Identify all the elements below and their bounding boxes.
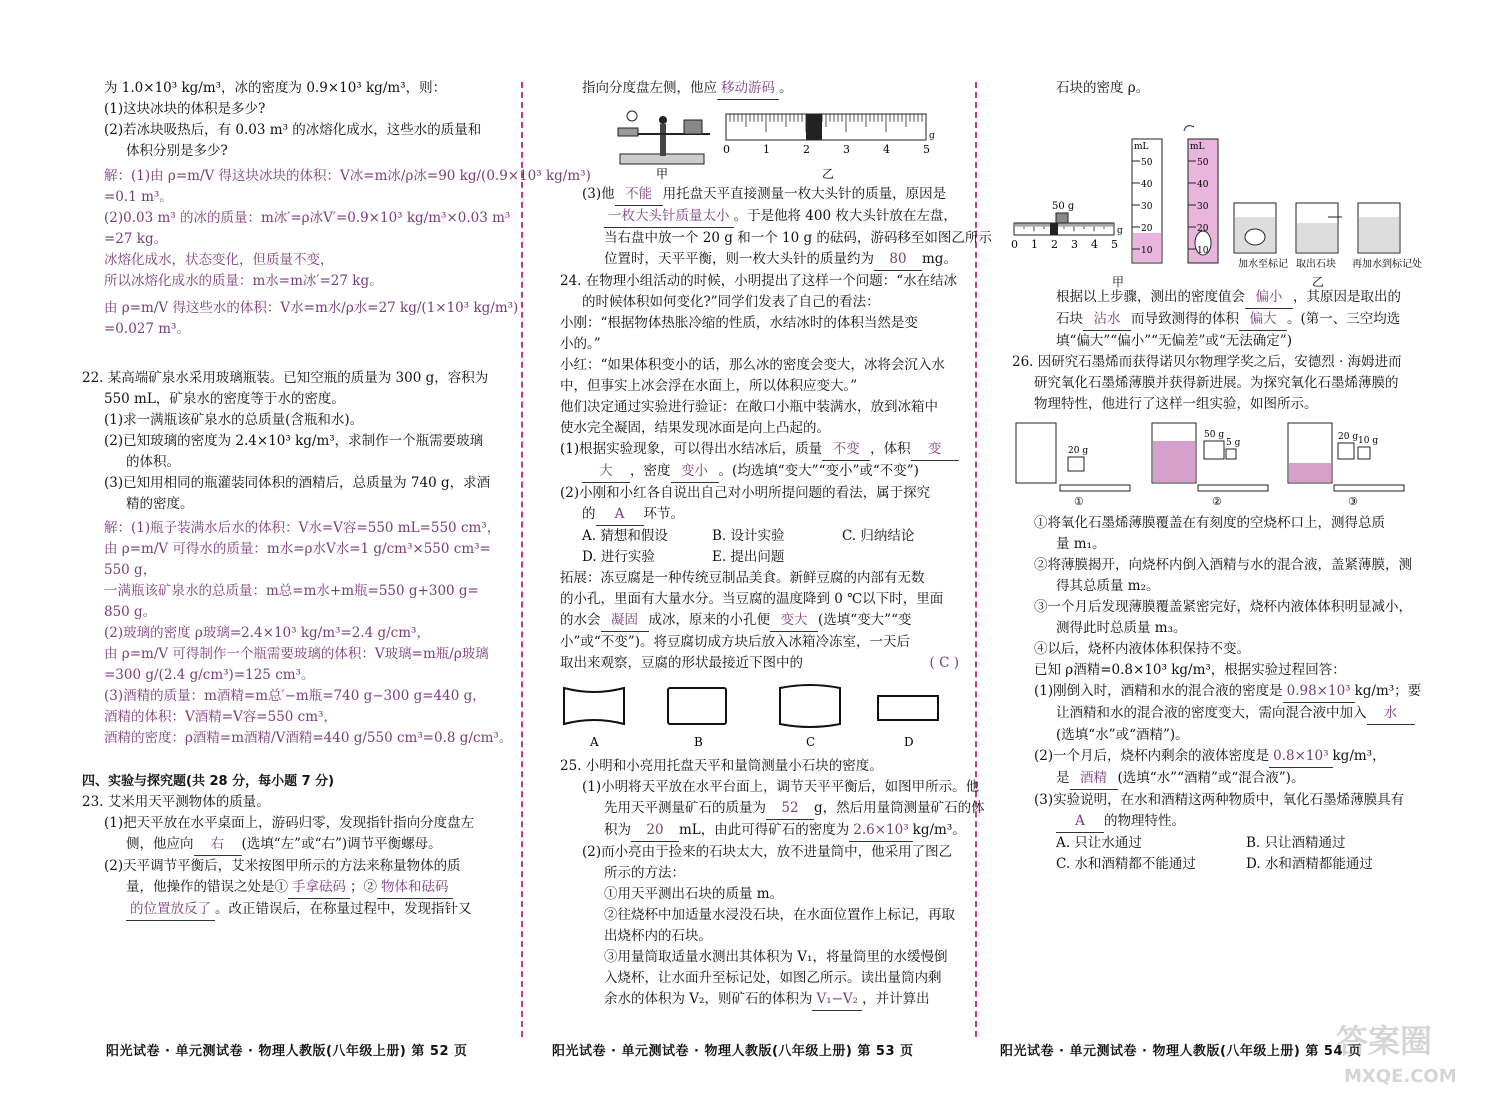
column-page-54 [1012, 78, 1432, 875]
text-line: (3)已知用相同的瓶灌装同体积的酒精后，总质量为 740 g，求酒 [104, 475, 491, 491]
text: 石块 [1056, 311, 1083, 327]
text: 。改正错误后，在称量过程中，发现指针又 [215, 901, 472, 917]
cylinder-tick-label: 10 [1197, 246, 1209, 256]
text-line: (3)实验说明，在水和酒精这两种物质中，氧化石墨烯薄膜具有 [1034, 792, 1405, 808]
scale-tick-label: 2 [803, 143, 810, 156]
text-line [560, 504, 965, 526]
scale-tick-label: 4 [1091, 238, 1098, 251]
section-heading: 四、实验与探究题(共 28 分，每小题 7 分) [82, 774, 335, 789]
text-line: ②往烧杯中加适量水浸没石块，在水面位置作上标记，再取 [604, 907, 955, 923]
text-line: (选填“水”或“酒精”)。 [1056, 727, 1189, 743]
answer-blank: 变小 [671, 461, 719, 483]
text-line [560, 820, 965, 842]
text-line: (1)小明将天平放在水平台面上，调节天平平衡后，如图甲所示。他 [582, 779, 980, 795]
text: g，然后用量筒测量矿石的体 [814, 800, 985, 816]
answer-blank: 52 [766, 798, 814, 820]
text: (选填“变大”“变 [818, 612, 912, 628]
options-row [560, 547, 965, 568]
text-line: 的体积。 [126, 454, 180, 470]
shape-label: C [806, 735, 816, 749]
answer-blank: 不变 [822, 439, 870, 461]
figure-label-yi: 乙 [822, 167, 835, 181]
question-26: 26. 因研究石墨烯而获得诺贝尔物理学奖之后，安德烈 · 海姆进而 [1012, 354, 1402, 370]
text-line: (1)求一满瓶该矿泉水的总质量(含瓶和水)。 [104, 412, 364, 428]
text: 而导致测得的体积 [1131, 311, 1239, 327]
balance-icon [618, 111, 710, 164]
text-line: (1)把天平放在水平桌面上，游码归零，发现指针指向分度盘左 [104, 815, 475, 831]
text: 让酒精和水的混合液的密度变大，需向混合液中加入 [1056, 705, 1367, 721]
text-line: (2)天平调节平衡后，艾米按图甲所示的方法来称量物体的质 [104, 858, 461, 874]
answer-blank: 的位置放反了 [126, 899, 215, 921]
text-line [560, 206, 965, 228]
answer-line: =300 g/(2.4 g/cm³)=125 cm³。 [104, 667, 315, 683]
text-line [560, 989, 965, 1011]
scale-tick-label: 1 [763, 143, 770, 156]
beaker-icon [1016, 423, 1130, 491]
scale-tick-label: 3 [1071, 238, 1078, 251]
text: 根据以上步骤，测出的密度值会 [1056, 289, 1245, 305]
text-line: 已知 ρ酒精=0.8×10³ kg/m³，根据实验过程回答： [1034, 662, 1346, 678]
text-line: ①将氧化石墨烯薄膜覆盖在有刻度的空烧杯口上，测得总质 [1034, 515, 1385, 531]
beaker-label: 取出石块 [1296, 259, 1336, 270]
text: 。 [779, 80, 793, 96]
option: E. 提出问题 [712, 549, 785, 565]
answer-line: =0.027 m³。 [104, 321, 190, 337]
text: (3)他 [582, 186, 615, 202]
watermark-text: 答案圈 [1336, 1022, 1433, 1060]
option: B. 设计实验 [712, 528, 785, 544]
text: 积为 [604, 822, 631, 838]
text: (选填“水”“酒精”或“混合液”)。 [1117, 770, 1305, 786]
answer-line: 由 ρ=m/V 可得制作一个瓶需要玻璃的体积：V玻璃=m瓶/ρ玻璃 [104, 646, 489, 662]
answer-blank: 凝固 [601, 610, 649, 632]
column-divider-right [975, 82, 977, 1037]
option: D. 进行实验 [582, 549, 655, 565]
column-page-53 [560, 78, 992, 1011]
text-line [560, 798, 985, 820]
text-line: 小刚：“根据物体热胀冷缩的性质，水结冰时的体积当然是变 [560, 315, 918, 331]
text-line: 550 mL，矿泉水的密度等于水的密度。 [104, 391, 345, 407]
beaker-icon [1296, 203, 1342, 253]
scale-unit: g [1117, 226, 1123, 236]
text-line: 中，但事实上冰会浮在水面上，所以体积应变大。” [560, 378, 858, 394]
text: ；② [350, 879, 377, 895]
text-line: 他们决定通过实验进行验证：在敞口小瓶中装满水，放到冰箱中 [560, 399, 938, 415]
text-line: 的时候体积如何变化?”同学们发表了自己的看法： [582, 294, 880, 310]
text-line [560, 184, 965, 206]
text-line: 研究氧化石墨烯薄膜并获得新进展。为探究氧化石墨烯薄膜的 [1034, 375, 1399, 391]
text-line [82, 877, 512, 899]
text: ，其原因是取出的 [1293, 289, 1401, 305]
figure-number: ③ [1348, 495, 1358, 508]
cylinder-tick-label: 50 [1197, 158, 1209, 168]
answer-blank: 右 [194, 834, 242, 856]
text-line [560, 653, 965, 674]
answer-line: 解：(1)瓶子装满水后水的体积：V水=V容=550 mL=550 cm³， [104, 520, 501, 536]
text-line: ②将薄膜揭开，向烧杯内倒入酒精与水的混合液，盖紧薄膜，测 [1034, 557, 1412, 573]
text-line: ④以后，烧杯内液体体积保持不变。 [1034, 641, 1250, 657]
text-line [82, 834, 512, 856]
text-line: 使水完全凝固，结果发现冰面是向上凸起的。 [560, 420, 830, 436]
figure-label-jia: 甲 [1112, 275, 1125, 289]
slider-rider [1050, 223, 1058, 235]
scale-tick-label: 4 [883, 143, 890, 156]
question-25: 25. 小明和小亮用托盘天平和量筒测量小石块的密度。 [560, 758, 883, 774]
answer-line: 由 ρ=m/V 可得水的质量：m水=ρ水V水=1 g/cm³×550 cm³= [104, 541, 491, 557]
answer-line: 解：(1)由 ρ=m/V 得这块冰块的体积：V冰=m冰/ρ冰=90 kg/(0.9×10³ kg/m³) [104, 168, 591, 184]
text: 是 [1056, 770, 1070, 786]
text-line: ③用量筒取适量水测出其体积为 V₁，将量筒里的水缓慢倒 [604, 949, 948, 965]
text: kg/m³。 [912, 822, 966, 838]
scale-tick-label: 3 [843, 143, 850, 156]
scale-tick-label: 5 [923, 143, 930, 156]
answer-line: (2)0.03 m³ 的冰的质量：m冰′=ρ冰V′=0.9×10³ kg/m³×0.03 m³ [104, 210, 511, 226]
text: 侧，他应向 [126, 836, 194, 852]
graduated-cylinder-icon [1184, 126, 1218, 263]
text: 。(均选填“变大”“变小”或“不变”) [718, 463, 919, 479]
text-line: 量 m₁。 [1056, 536, 1106, 552]
text-line: (2)已知玻璃的密度为 2.4×10³ kg/m³，求制作一个瓶需要玻璃 [104, 433, 484, 449]
answer-blank: 移动游码 [717, 78, 779, 100]
answer-line: 一满瓶该矿泉水的总质量：m总=m水+m瓶=550 g+300 g= [104, 583, 479, 599]
figure-number: ① [1074, 495, 1084, 508]
figure-label-jia: 甲 [656, 167, 669, 181]
answer-line: (3)酒精的质量：m酒精=m总′−m瓶=740 g−300 g=440 g， [104, 688, 486, 704]
cylinder-tick-label: 50 [1141, 158, 1153, 168]
text: 的物理特性。 [1104, 813, 1185, 829]
cylinder-tick-label: 20 [1197, 224, 1209, 234]
slider-rider [806, 114, 822, 140]
watermark-url: MXQE.COM [1344, 1066, 1457, 1087]
answer-blank: 偏大 [1239, 309, 1287, 331]
answer-blank: 0.8×10³ [1269, 746, 1332, 768]
text-line [560, 439, 965, 461]
cylinder-unit: mL [1190, 142, 1205, 152]
answer-blank: 2.6×10³ [849, 820, 912, 842]
answer-blank: 酒精 [1070, 768, 1118, 790]
text: (1)根据实验现象，可以得出水结冰后，质量 [560, 441, 823, 457]
option: A. 猜想和假设 [582, 528, 668, 544]
text-line [1012, 681, 1432, 703]
text: 的 [582, 506, 596, 522]
cylinder-tick-label: 40 [1141, 180, 1153, 190]
text: 的水会 [560, 612, 601, 628]
text-line [1012, 287, 1432, 309]
text-line [560, 249, 965, 271]
mass-label: 50 g [1052, 201, 1075, 212]
shape-label: B [694, 735, 703, 749]
text-line: 的小孔，里面有大量水分。当豆腐的温度降到 0 ℃以下时，里面 [560, 591, 944, 607]
option: B. 只让酒精通过 [1246, 835, 1346, 851]
option: D. 水和酒精都能通过 [1246, 856, 1373, 872]
option: C. 归纳结论 [842, 528, 915, 544]
slide-scale-icon [1011, 223, 1123, 251]
options-row [1012, 854, 1432, 875]
answer-blank: 一枚大头针质量太小 [604, 206, 734, 228]
answer-blank: 手拿砝码 [288, 877, 350, 899]
text: mg。 [922, 251, 957, 267]
text-line: 得其总质量 m₂。 [1056, 578, 1160, 594]
text-line: 石块的密度 ρ。 [1056, 80, 1150, 96]
text: 余水的体积为 V₂，则矿石的体积为 [604, 991, 813, 1007]
cylinder-tick-label: 20 [1141, 224, 1153, 234]
answer-line: 850 g。 [104, 604, 157, 620]
text: (选填“左”或“右”)调节平衡螺母。 [241, 836, 442, 852]
beaker-icon [1358, 203, 1400, 253]
text-line: ①用天平测出石块的质量 m。 [604, 886, 784, 902]
text-line: (1)这块冰块的体积是多少? [104, 101, 266, 117]
text-line [1012, 746, 1432, 768]
shape-label: D [904, 735, 914, 749]
answer-line: =27 kg。 [104, 231, 168, 247]
answer-blank: 变 [911, 439, 959, 461]
option: A. 只让水通过 [1056, 835, 1142, 851]
text: ，并计算出 [862, 991, 930, 1007]
shape-label: A [590, 735, 599, 749]
page-footer-53: 阳光试卷 · 单元测试卷 · 物理人教版(八年级上册) 第 53 页 [552, 1044, 914, 1059]
text-line [1012, 768, 1432, 790]
cylinder-tick-label: 30 [1141, 202, 1153, 212]
text: 取出来观察，豆腐的形状最接近下图中的 [560, 655, 803, 671]
answer-line: 所以冰熔化成水的质量：m水=m冰′=27 kg。 [104, 273, 383, 289]
text: 。于是他将 400 枚大头针放在左盘， [733, 208, 957, 224]
text-line: 小”或“不变”)。将豆腐切成方块后放入冰箱冷冻室，一天后 [560, 634, 910, 650]
options-row [1012, 833, 1432, 854]
scale-tick-label: 0 [1011, 238, 1018, 251]
answer-blank: 物体和砝码 [377, 877, 453, 899]
option: C. 水和酒精都不能通过 [1056, 856, 1196, 872]
text-line [1012, 309, 1432, 331]
density-experiment-figure [1012, 103, 1432, 273]
question-23: 23. 艾米用天平测物体的质量。 [82, 794, 270, 810]
beaker-label: 再加水到标记处 [1352, 259, 1422, 270]
text-line: (2)小刚和小红各自说出自己对小明所提问题的看法，属于探究 [560, 485, 931, 501]
text: 环节。 [643, 506, 684, 522]
text: kg/m³， [1332, 748, 1386, 764]
text-line: (2)而小亮由于捡来的石块太大，放不进量筒中，他采用了图乙 [582, 844, 953, 860]
text: 。(第一、三空均选 [1287, 311, 1401, 327]
answer-blank: 大 [582, 461, 630, 483]
answer-blank: 20 [631, 820, 679, 842]
text-line: 物理特性，他进行了这样一组实验，如图所示。 [1034, 396, 1318, 412]
text-line: 入烧杯，让水面升至标记处，如图乙所示。读出量筒内剩 [604, 970, 942, 986]
answer-blank: 不能 [615, 184, 663, 206]
answer-line: 550 g， [104, 562, 157, 578]
text-line: 填“偏大”“偏小”“无偏差”或“无法确定”) [1056, 333, 1292, 349]
answer-blank: 80 [874, 249, 922, 271]
tofu-shapes-figure [560, 678, 960, 752]
balance-and-scale-figure [560, 104, 960, 180]
answer-blank: 偏小 [1245, 287, 1293, 309]
answer-blank: 变大 [770, 610, 818, 632]
cylinder-tick-label: 10 [1141, 246, 1153, 256]
text: 位置时，天平平衡，则一枚大头针的质量约为 [604, 251, 874, 267]
beaker-icon [1234, 203, 1276, 253]
mass-label: 10 g [1358, 436, 1379, 446]
text: mL，由此可得矿石的密度为 [679, 822, 850, 838]
answer-blank: V₁−V₂ [812, 989, 862, 1011]
answer-blank: 水 [1367, 703, 1415, 725]
text-line: 拓展：冻豆腐是一种传统豆制品美食。新鲜豆腐的内部有无数 [560, 570, 925, 586]
text-line: 为 1.0×10³ kg/m³，冰的密度为 0.9×10³ kg/m³，则： [104, 80, 447, 96]
text: ，密度 [630, 463, 671, 479]
answer-blank: A [1056, 811, 1104, 833]
shape-a [564, 688, 624, 724]
text: 成冰，原来的小孔便 [648, 612, 770, 628]
scale-unit: g [929, 131, 935, 141]
figure-label-yi: 乙 [1312, 275, 1325, 289]
text-line: (2)若冰块吸热后，有 0.03 m³ 的冰熔化成水，这些水的质量和 [104, 122, 482, 138]
text-line: 小的。” [560, 336, 601, 352]
text-line [560, 461, 965, 483]
text: (2)一个月后，烧杯内剩余的液体密度是 [1034, 748, 1270, 764]
mass-label: 5 g [1226, 438, 1241, 448]
options-row [560, 526, 965, 547]
slide-scale-icon [723, 114, 935, 156]
text-line: ③一个月后发现薄膜覆盖紧密完好，烧杯内液体体积明显减小， [1034, 599, 1412, 615]
text-line [1012, 703, 1432, 725]
text-line [1012, 811, 1432, 833]
column-divider-left [521, 82, 523, 1037]
beaker-label: 加水至标记 [1238, 259, 1288, 270]
answer-choice: ( C ) [929, 655, 959, 671]
scale-tick-label: 0 [723, 143, 730, 156]
cylinder-tick-label: 30 [1197, 202, 1209, 212]
question-22: 22. 某高端矿泉水采用玻璃瓶装。已知空瓶的质量为 300 g，容积为 [82, 370, 489, 386]
answer-line: 酒精的体积：V酒精=V容=550 cm³， [104, 709, 337, 725]
text-line [82, 899, 512, 921]
text: 量，他操作的错误之处是① [126, 879, 288, 895]
text: ，体积 [870, 441, 911, 457]
cylinder-unit: mL [1134, 142, 1149, 152]
mass-label: 20 g [1338, 432, 1359, 442]
mass-label: 50 g [1204, 430, 1225, 440]
question-24: 24. 在物理小组活动的时候，小明提出了这样一个问题：“水在结冰 [560, 273, 958, 289]
text: 先用天平测量矿石的质量为 [604, 800, 766, 816]
figure-number: ② [1212, 495, 1222, 508]
text-line: 体积分别是多少? [126, 143, 228, 159]
text: 用托盘天平直接测量一枚大头针的质量，原因是 [662, 186, 947, 202]
page-footer-54: 阳光试卷 · 单元测试卷 · 物理人教版(八年级上册) 第 54 页 [1000, 1044, 1362, 1059]
page-footer-52: 阳光试卷 · 单元测试卷 · 物理人教版(八年级上册) 第 52 页 [106, 1044, 468, 1059]
weight-icon [1056, 213, 1068, 223]
text-line: 测得此时总质量 m₃。 [1056, 620, 1187, 636]
answer-line: 酒精的密度：ρ酒精=m酒精/V酒精=440 g/550 cm³=0.8 g/cm³。 [104, 730, 513, 746]
answer-blank: A [596, 504, 644, 526]
answer-blank: 沾水 [1083, 309, 1131, 331]
answer-line: 由 ρ=m/V 得这些水的体积：V水=m水/ρ水=27 kg/(1×10³ kg/m³) [104, 300, 519, 316]
text-line [560, 78, 965, 100]
text-line: 当右盘中放一个 20 g 和一个 10 g 的砝码，游码移至如图乙所示 [604, 230, 992, 246]
text: (1)刚倒入时，酒精和水的混合液的密度是 [1034, 683, 1283, 699]
text-line: 出烧杯内的石块。 [604, 928, 712, 944]
cylinder-tick-label: 40 [1197, 180, 1209, 190]
scale-tick-label: 1 [1031, 238, 1038, 251]
text-line: 所示的方法： [604, 865, 685, 881]
graphene-membrane-figure [1012, 419, 1432, 509]
watermark-logo [1328, 1012, 1468, 1090]
answer-line: 冰熔化成水，状态变化，但质量不变， [104, 252, 334, 268]
text: kg/m³；要 [1354, 683, 1422, 699]
shape-c [780, 685, 840, 727]
text: 指向分度盘左侧，他应 [582, 80, 717, 96]
scale-tick-label: 2 [1051, 238, 1058, 251]
text-line: 精的密度。 [126, 496, 194, 512]
answer-blank: 0.98×10³ [1283, 681, 1355, 703]
text-line [560, 610, 965, 632]
scale-tick-label: 5 [1111, 238, 1118, 251]
shape-b [668, 688, 726, 724]
mass-label: 20 g [1068, 446, 1089, 456]
text-line: 小红：“如果体积变小的话，那么冰的密度会变大，冰将会沉入水 [560, 357, 945, 373]
shape-d [878, 696, 938, 720]
answer-line: =0.1 m³。 [104, 189, 173, 205]
answer-line: (2)玻璃的密度 ρ玻璃=2.4×10³ kg/m³=2.4 g/cm³， [104, 625, 430, 641]
